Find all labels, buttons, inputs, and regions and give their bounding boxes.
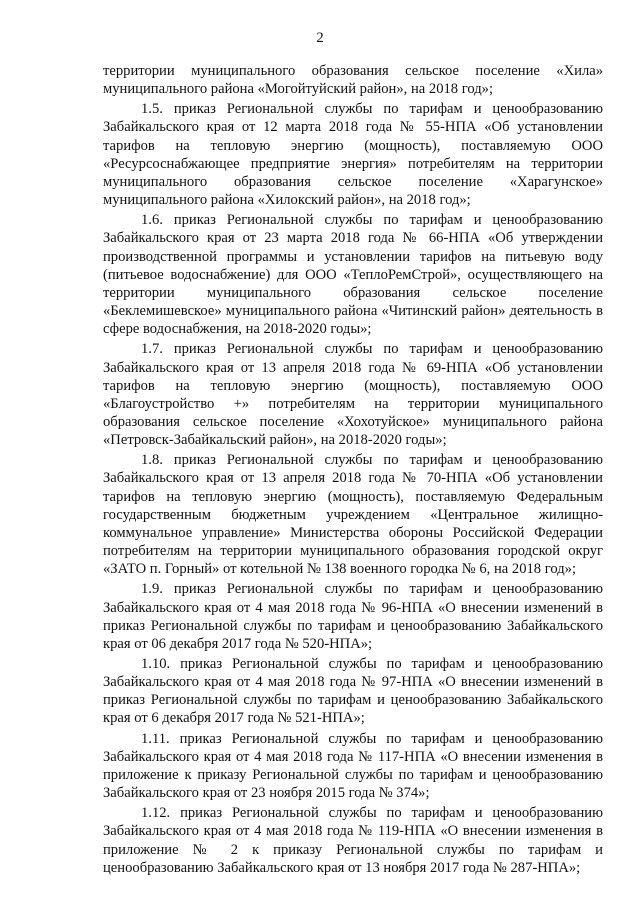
paragraph-continuation: территории муниципального образования сельское поселение «Хила» муниципального района «Могойтуйский район», на 2018 год»; bbox=[103, 63, 603, 98]
paragraph-item-1-7: 1.7. приказ Региональной службы по тарифам и ценообразованию Забайкальского края от 13 апреля 2018 года № 69-НПА «Об установлении тарифов на тепловую энергию (мощность), поставляемую ООО «Благоустройство +» потребителям на территории муниципального образования сельское поселение «Хохотуйское» муниципального района «Петровск-Забайкальский район», на 2018-2020 годы»; bbox=[103, 341, 603, 449]
paragraph-item-1-10: 1.10. приказ Региональной службы по тарифам и ценообразованию Забайкальского края от 4 мая 2018 года № 97-НПА «О внесении изменений в приказ Региональной службы по тарифам и ценообразованию Забайкальского края от 6 декабря 2017 года № 521-НПА»; bbox=[103, 656, 603, 727]
paragraph-item-1-11: 1.11. приказ Региональной службы по тарифам и ценообразованию Забайкальского края от 4 мая 2018 года № 117-НПА «О внесении изменения в приложение к приказу Региональной службы по тарифам и ценообразованию Забайкальского края от 23 ноября 2015 года № 374»; bbox=[103, 730, 603, 802]
paragraph-item-1-5: 1.5. приказ Региональной службы по тарифам и ценообразованию Забайкальского края от 12 марта 2018 года № 55-НПА «Об установлении тарифов на тепловую энергию (мощность), поставляемую ООО «Ресурсоснабжающее предприятие энергия» потребителям на территории муниципального образования сельское поселение «Харагунское» муниципального района «Хилокский район», на 2018 год»; bbox=[103, 101, 603, 209]
page-number: 2 bbox=[316, 30, 324, 46]
paragraph-item-1-6: 1.6. приказ Региональной службы по тарифам и ценообразованию Забайкальского края от 23 марта 2018 года № 66-НПА «Об утверждении производственной программы и установлении тарифов на питьевую воду (питьевое водоснабжение) для ООО «ТеплоРемСтрой», осуществляющего на территории муниципального образования сельское поселение «Беклемишевское» муниципального района «Читинский район» деятельность в сфере водоснабжения, на 2018-2020 годы»; bbox=[103, 212, 603, 338]
document-body bbox=[103, 62, 603, 879]
paragraph-item-1-8: 1.8. приказ Региональной службы по тарифам и ценообразованию Забайкальского края от 13 апреля 2018 года № 70-НПА «Об установлении тарифов на тепловую энергию (мощность), поставляемую Федеральным государственным бюджетным учреждением «Центральное жилищно-коммунальное управление» Министерства обороны Российской Федерации потребителям на территории муниципального образования городской округ «ЗАТО п. Горный» от котельной № 138 военного городка № 6, на 2018 год»; bbox=[103, 452, 603, 578]
paragraph-item-1-9: 1.9. приказ Региональной службы по тарифам и ценообразованию Забайкальского края от 4 мая 2018 года № 96-НПА «О внесении изменений в приказ Региональной службы по тарифам и ценообразованию Забайкальского края от 06 декабря 2017 года № 520-НПА»; bbox=[103, 581, 603, 652]
paragraph-item-1-12: 1.12. приказ Региональной службы по тарифам и ценообразованию Забайкальского края от 4 мая 2018 года № 119-НПА «О внесении изменения в приложение № 2 к приказу Региональной службы по тарифам и ценообразованию Забайкальского края от 13 ноября 2017 года № 287-НПА»; bbox=[103, 805, 603, 876]
